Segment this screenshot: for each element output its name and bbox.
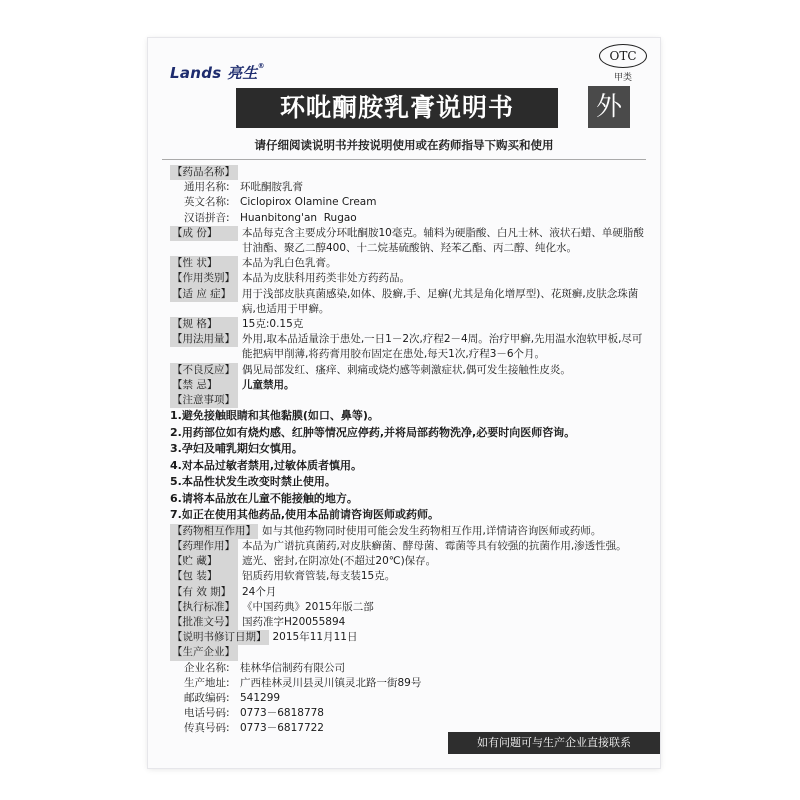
- section-value: 儿童禁用。: [242, 378, 295, 391]
- section-value: 24个月: [242, 585, 277, 598]
- leaflet-section: [170, 363, 650, 378]
- section-label: 英文名称:: [184, 196, 230, 209]
- leaflet-section: [170, 271, 650, 286]
- precaution-item: 6.请将本品放在儿童不能接触的地方。: [170, 491, 358, 505]
- section-label: 【执行标准】: [170, 600, 238, 615]
- leaflet-section: [170, 332, 650, 362]
- precaution-item: 4.对本品过敏者禁用,过敏体质者慎用。: [170, 458, 363, 472]
- leaflet-section: [170, 195, 650, 210]
- section-value: 本品为广谱抗真菌药,对皮肤癣菌、酵母菌、霉菌等具有较强的抗菌作用,渗透性强。: [242, 539, 627, 552]
- brand-name-cn: 亮生: [227, 64, 258, 82]
- section-label: 生产地址:: [184, 676, 230, 689]
- otc-class: 甲类: [613, 73, 632, 83]
- section-label: 【药物相互作用】: [170, 524, 258, 539]
- section-value: 541299: [240, 691, 281, 704]
- leaflet-body: [170, 165, 650, 737]
- section-value: 本品为乳白色乳膏。: [242, 257, 337, 270]
- leaflet-section: [170, 600, 650, 615]
- section-label: 企业名称:: [184, 661, 230, 674]
- section-value: 外用,取本品适量涂于患处,一日1－2次,疗程2－4周。治疗甲癣,先用温水泡软甲板,尽可能把病甲削薄,将药膏用胶布固定在患处,每天1次,疗程3－6个月。: [242, 333, 643, 361]
- section-value: 本品每克含主要成分环吡酮胺10毫克。辅料为硬脂酸、白凡士林、液状石蜡、单硬脂酸甘油酯、聚乙二醇400、十二烷基硫酸钠、羟苯乙酯、丙二醇、纯化水。: [242, 226, 644, 255]
- section-label: 【说明书修订日期】: [170, 630, 269, 645]
- section-label: 【批准文号】: [170, 615, 238, 630]
- section-label: 【成 份】: [170, 226, 238, 241]
- section-value: 遮光、密封,在阴凉处(不超过20℃)保存。: [242, 555, 437, 568]
- usage-warning: 请仔细阅读说明书并按说明使用或在药师指导下购买和使用: [254, 138, 554, 152]
- otc-badge: [598, 44, 648, 83]
- section-label: 【适 应 症】: [170, 287, 238, 302]
- precaution-item: 7.如正在使用其他药品,使用本品前请咨询医师或药师。: [170, 508, 440, 522]
- section-label: 【贮 藏】: [170, 554, 238, 569]
- external-use-mark: 外: [588, 86, 630, 128]
- precaution-item: 5.本品性状发生改变时禁止使用。: [170, 475, 336, 489]
- document-title: 环吡酮胺乳膏说明书: [236, 88, 558, 128]
- section-value: 广西桂林灵川县灵川镇灵北路一街89号: [240, 676, 422, 689]
- section-label: 【禁 忌】: [170, 378, 238, 393]
- leaflet-section: [170, 539, 650, 554]
- section-label: 【注意事项】: [170, 393, 238, 408]
- section-value: 国药准字H20055894: [242, 615, 346, 628]
- section-value: Huanbitong'an Rugao: [240, 211, 357, 224]
- leaflet-section: [170, 165, 650, 180]
- precaution-item: 1.避免接触眼睛和其他黏膜(如口、鼻等)。: [170, 409, 379, 423]
- leaflet-section: [170, 661, 650, 676]
- section-value: 本品为皮肤科用药类非处方药药品。: [242, 272, 410, 285]
- section-value: 偶见局部发红、瘙痒、刺痛或烧灼感等刺激症状,偶可发生接触性皮炎。: [242, 363, 571, 376]
- section-value: 如与其他药物同时使用可能会发生药物相互作用,详情请咨询医师或药师。: [262, 524, 602, 537]
- leaflet-section: [170, 691, 650, 706]
- precaution-item: 2.用药部位如有烧灼感、红肿等情况应停药,并将局部药物洗净,必要时向医师咨询。: [170, 425, 576, 439]
- leaflet-section: [170, 378, 650, 393]
- section-label: 【生产企业】: [170, 645, 238, 660]
- section-value: 《中国药典》2015年版二部: [242, 600, 374, 613]
- instruction-leaflet: [148, 38, 660, 768]
- leaflet-section: [170, 554, 650, 569]
- precaution-item: 3.孕妇及哺乳期妇女慎用。: [170, 442, 303, 456]
- section-value: 用于浅部皮肤真菌感染,如体、股癣,手、足癣(尤其是角化增厚型)、花斑癣,皮肤念珠菌病,也适用于甲癣。: [242, 287, 639, 315]
- leaflet-section: [170, 645, 650, 660]
- leaflet-section: [170, 615, 650, 630]
- section-value: 2015年11月11日: [272, 631, 358, 644]
- leaflet-section: [170, 630, 650, 645]
- otc-label: OTC: [599, 44, 647, 68]
- section-label: 汉语拼音:: [184, 211, 230, 224]
- section-value: 15克:0.15克: [242, 318, 304, 331]
- section-value: 铝质药用软膏管装,每支装15克。: [242, 570, 396, 583]
- leaflet-section: [170, 256, 650, 271]
- section-label: 【药理作用】: [170, 539, 238, 554]
- section-label: 邮政编码:: [184, 691, 230, 704]
- divider: [162, 159, 646, 160]
- section-label: 通用名称:: [184, 181, 230, 194]
- section-label: 【性 状】: [170, 256, 238, 271]
- section-value: Ciclopirox Olamine Cream: [240, 196, 377, 209]
- section-value: 0773－6817722: [240, 722, 324, 735]
- leaflet-section: [170, 585, 650, 600]
- leaflet-section: [170, 287, 650, 317]
- section-value: 0773－6818778: [240, 707, 324, 720]
- contact-footer: 如有问题可与生产企业直接联系: [448, 732, 660, 754]
- section-label: 【作用类别】: [170, 271, 238, 286]
- brand-logo: [170, 62, 265, 83]
- leaflet-section: [170, 393, 650, 408]
- section-label: 【规 格】: [170, 317, 238, 332]
- leaflet-section: [170, 317, 650, 332]
- section-label: 电话号码:: [184, 707, 230, 720]
- leaflet-section: [170, 180, 650, 195]
- leaflet-section: [170, 524, 650, 539]
- brand-name: Lands: [170, 64, 222, 82]
- section-label: 【用法用量】: [170, 332, 238, 347]
- section-label: 【不良反应】: [170, 363, 238, 378]
- section-label: 【包 装】: [170, 569, 238, 584]
- leaflet-section: [170, 211, 650, 226]
- section-label: 【药品名称】: [170, 165, 238, 180]
- leaflet-section: [170, 226, 650, 256]
- leaflet-section: [170, 706, 650, 721]
- leaflet-section: [170, 676, 650, 691]
- section-value: 环吡酮胺乳膏: [240, 181, 303, 194]
- leaflet-section: [170, 569, 650, 584]
- registered-mark: ®: [257, 62, 265, 70]
- section-value: 桂林华信制药有限公司: [240, 661, 345, 674]
- section-label: 【有 效 期】: [170, 585, 238, 600]
- section-label: 传真号码:: [184, 722, 230, 735]
